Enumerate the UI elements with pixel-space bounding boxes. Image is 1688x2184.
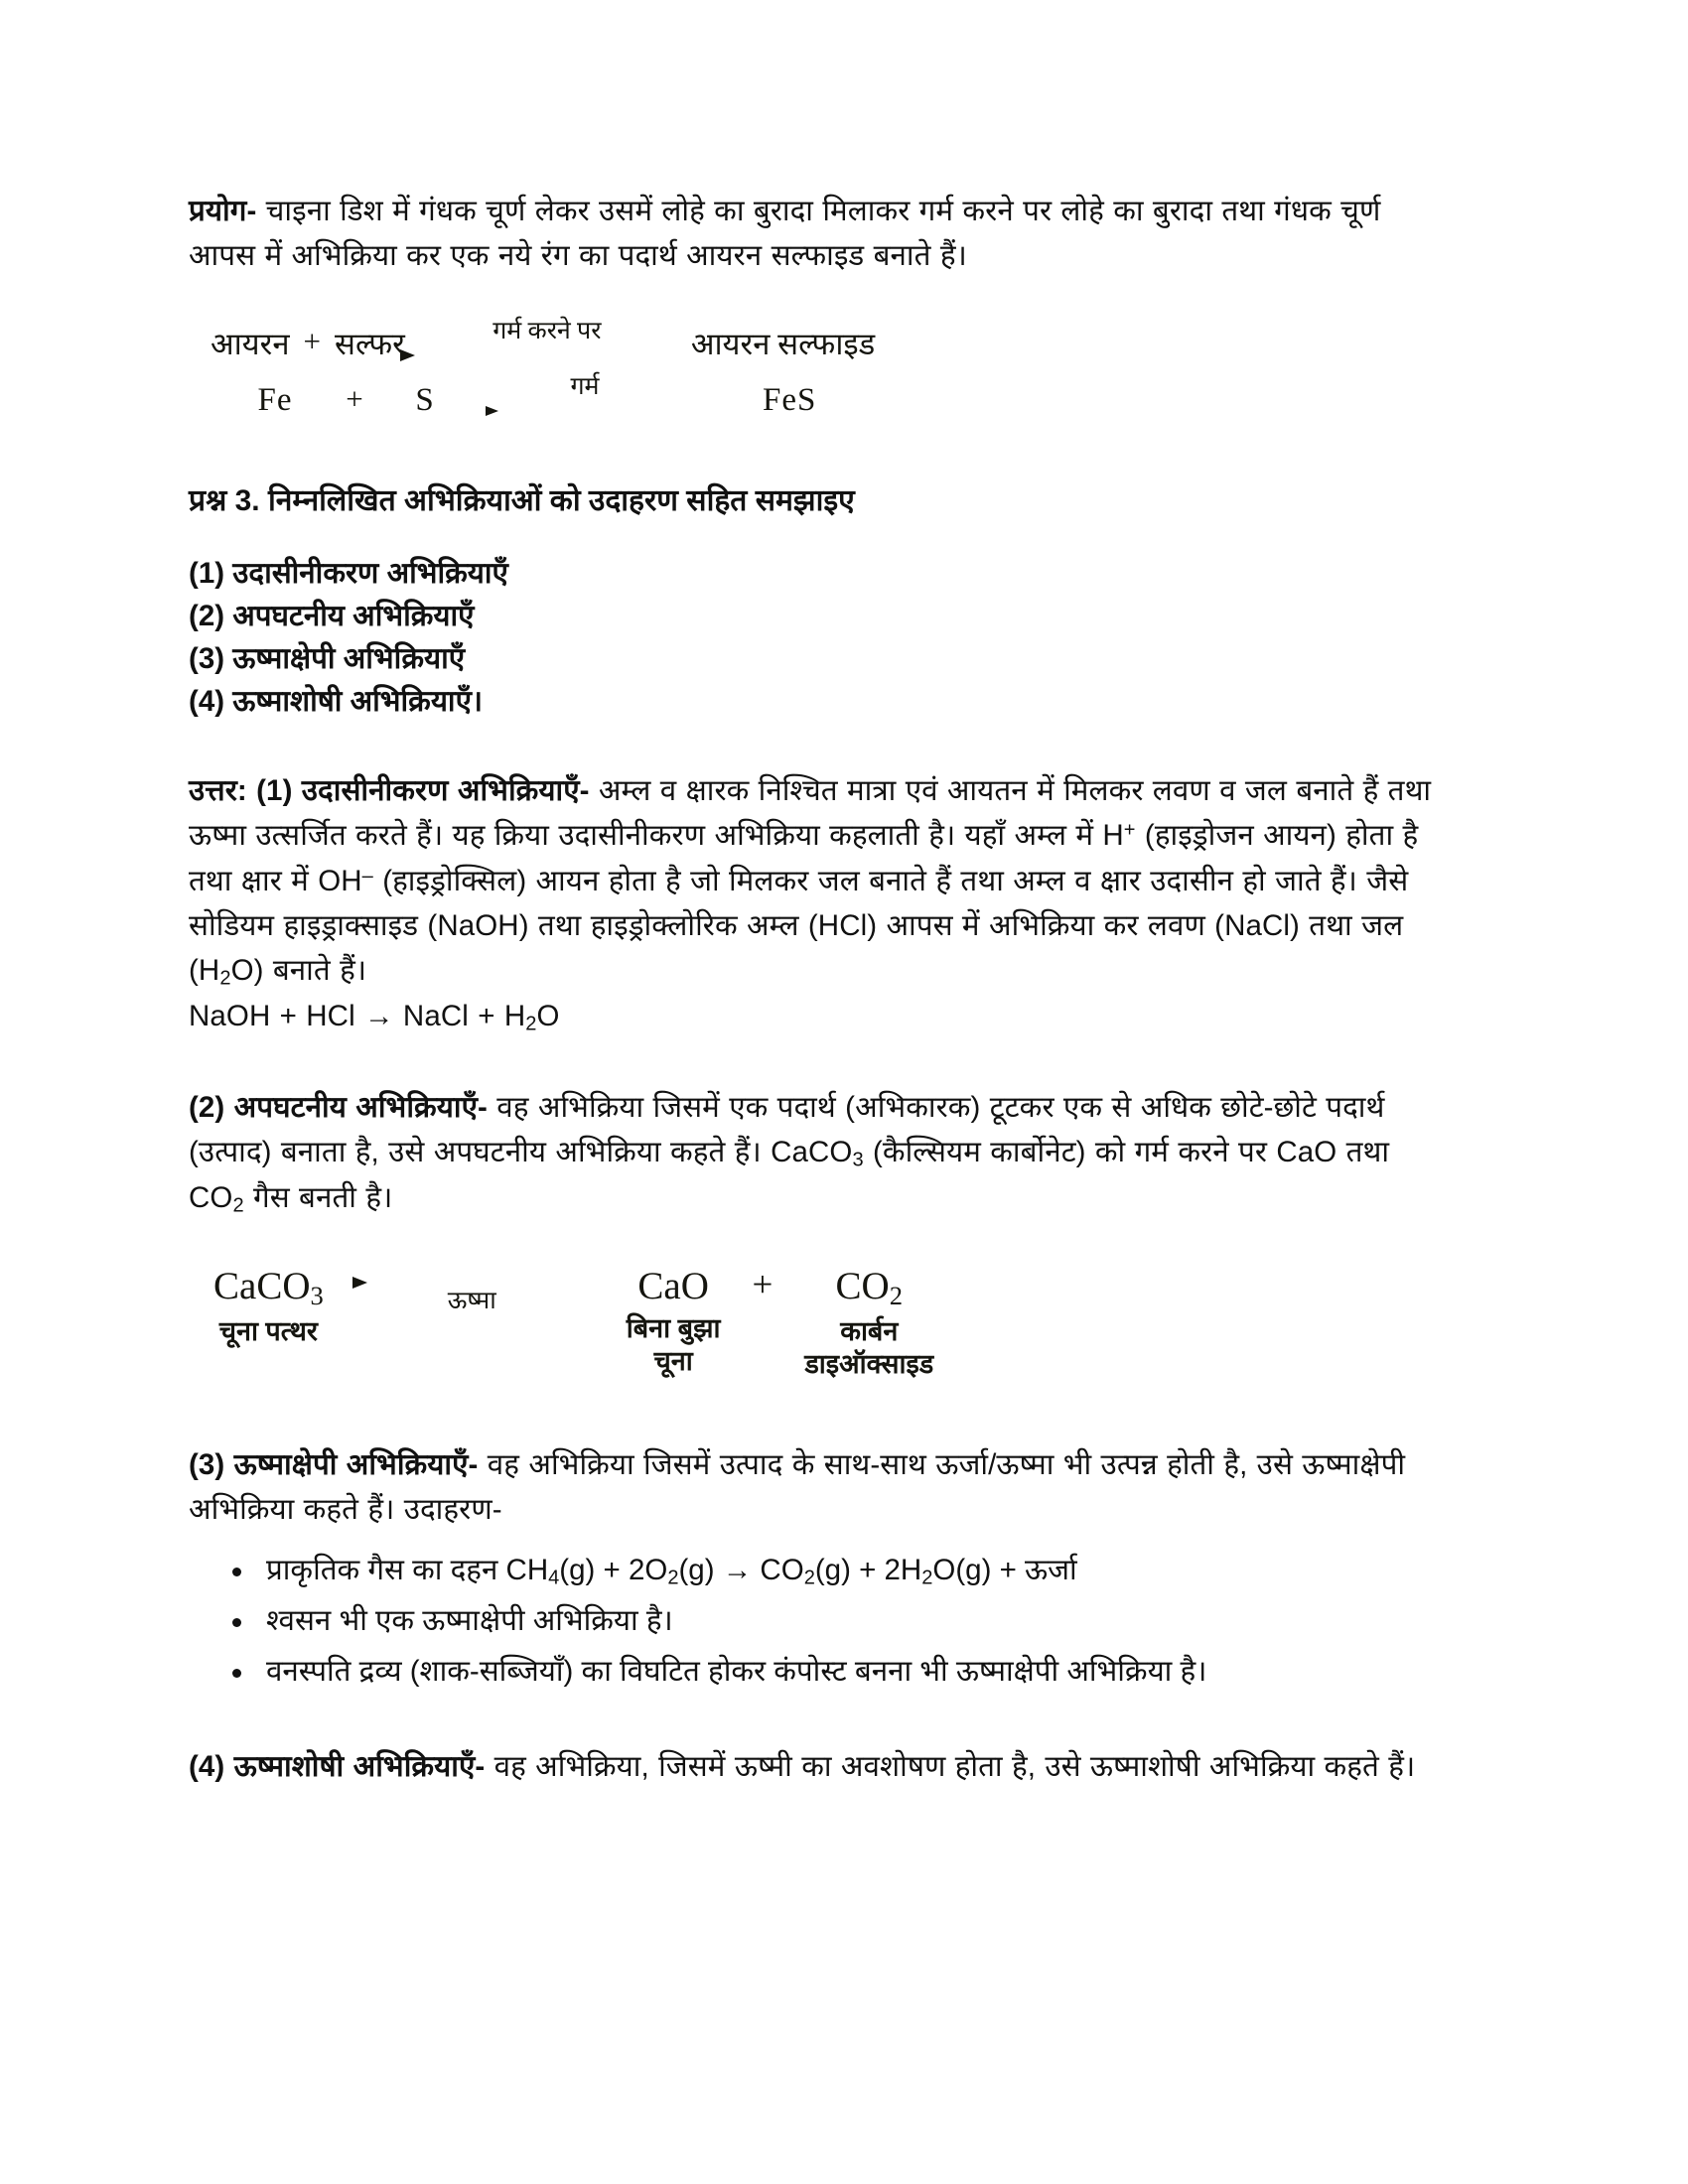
- cao-formula: CaO: [637, 1265, 709, 1308]
- product-iron-sulfide-hindi: आयरन सल्फाइड: [690, 327, 876, 362]
- reactant-fe: Fe: [257, 382, 293, 419]
- neutralization-equation-pre: NaOH + HCl → NaCl + H: [189, 999, 526, 1032]
- answer-4-body: वह अभिक्रिया, जिसमें ऊष्मी का अवशोषण होता है, उसे ऊष्माशोषी अभिक्रिया कहते हैं।: [485, 1750, 1416, 1784]
- answer-3-label: (3) ऊष्माक्षेपी अभिक्रियाएँ-: [189, 1447, 479, 1481]
- experiment-paragraph: [189, 189, 1435, 278]
- equation-iron-sulfide-row-words: [211, 318, 1435, 362]
- answer-3-body: वह अभिक्रिया जिसमें उत्पाद के साथ-साथ ऊर्जा/ऊष्मा भी उत्पन्न होती है, उसे ऊष्माक्षेपी अभिक्रिया कहते हैं। उदाहरण-: [189, 1447, 1406, 1526]
- question-item-2: (2) अपघटनीय अभिक्रियाएँ: [189, 600, 475, 633]
- answer-2-body-part1: वह अभिक्रिया जिसमें एक पदार्थ (अभिकारक) टूटकर एक से अधिक छोटे-छोटे पदार्थ (उत्पाद) बनाता है, उसे अपघटनीय अभिक्रिया कहते हैं। CaCO: [189, 1091, 1385, 1169]
- methane-eq-mid3: (g) + 2H: [814, 1554, 922, 1587]
- h2o-subscript-eq: 2: [921, 1567, 933, 1589]
- question-item-4: (4) ऊष्माशोषी अभिक्रियाएँ।: [189, 684, 484, 718]
- answer-4-paragraph: [189, 1744, 1435, 1789]
- caco3-caption: चूना पत्थर: [218, 1315, 318, 1346]
- product-fes: FeS: [763, 382, 817, 419]
- co2-caption-line1: कार्बन: [840, 1315, 899, 1346]
- reactant-sulfur-hindi: सल्फर: [335, 327, 405, 362]
- plus-sign: +: [303, 324, 322, 359]
- answer-2-body-part3: गैस बनती है।: [243, 1181, 393, 1215]
- plus-sign-decomposition: +: [752, 1265, 774, 1306]
- answer-1-label: उत्तर: (1) उदासीनीकरण अभिक्रियाएँ-: [189, 774, 590, 808]
- answer-2-paragraph: [189, 1085, 1435, 1221]
- question-item-3: (3) ऊष्माक्षेपी अभिक्रियाएँ: [189, 641, 466, 675]
- answer-1-body-part2: (हाइड्रोजन आयन) होता है तथा क्षार में OH: [189, 819, 1419, 897]
- methane-eq-mid4: O(g) + ऊर्जा: [932, 1554, 1077, 1587]
- cao-caption-line2: चूना: [653, 1346, 693, 1377]
- cao-caption: [627, 1312, 721, 1378]
- answer-1-body-part4: O) बनाते हैं।: [230, 953, 367, 987]
- question-items-list: [189, 553, 1435, 723]
- list-item: श्वसन भी एक ऊष्माक्षेपी अभिक्रिया है।: [266, 1598, 1435, 1645]
- reactant-s: S: [415, 382, 435, 419]
- caco3-reactant-group: [213, 1267, 324, 1348]
- cao-product-group: [627, 1267, 721, 1378]
- combustion-text-pre: प्राकृतिक गैस का दहन CH: [266, 1554, 549, 1587]
- answer-2-body-part2: (कैल्सियम कार्बोनेट) को गर्म करने पर CaO तथा CO: [189, 1136, 1390, 1215]
- co2-subscript-eq: 2: [803, 1567, 815, 1589]
- hydrogen-ion-charge: +: [1123, 820, 1136, 843]
- co2-formula-text: CO: [835, 1265, 890, 1308]
- question-number: प्रश्न 3.: [189, 484, 260, 518]
- co2-caption-line2: डाइऑक्साइड: [804, 1348, 934, 1379]
- question-heading: [189, 478, 1435, 523]
- caco3-formula-subscript: 3: [310, 1281, 324, 1311]
- hydroxyl-ion-charge: –: [361, 865, 373, 887]
- co2-formula-subscript: 2: [889, 1281, 903, 1311]
- page-content: [189, 189, 1435, 1790]
- reactant-iron-hindi: आयरन: [211, 327, 290, 362]
- exothermic-examples-list: [189, 1548, 1435, 1695]
- methane-eq-mid2: (g) → CO: [678, 1554, 804, 1587]
- ch4-subscript: 4: [548, 1567, 560, 1589]
- question-text: निम्नलिखित अभिक्रियाओं को उदाहरण सहित समझाइए: [267, 484, 855, 518]
- answer-3-paragraph: [189, 1442, 1435, 1532]
- list-item: वनस्पति द्रव्य (शाक-सब्जियाँ) का विघटित होकर कंपोस्ट बनना भी ऊष्माक्षेपी अभिक्रिया है।: [266, 1649, 1435, 1696]
- co2-caption: [804, 1315, 933, 1381]
- answer-1-body-part3: (हाइड्रोक्सिल) आयन होता है जो मिलकर जल बनाते हैं तथा अम्ल व क्षार उदासीन हो जाते हैं। जैसे सोडियम हाइड्राक्साइड (NaOH) तथा हाइड्रोक्लोरिक अम्ल (HCl) आपस में अभिक्रिया कर लवण (NaCl) तथा जल (H: [189, 864, 1409, 987]
- caco3-formula: [213, 1267, 324, 1310]
- neutralization-equation: [189, 994, 1435, 1039]
- caco3-subscript: 3: [852, 1149, 864, 1171]
- arrow-label-heating: गर्म करने पर: [492, 318, 602, 345]
- neutralization-equation-post: O: [536, 999, 560, 1032]
- experiment-text: चाइना डिश में गंधक चूर्ण लेकर उसमें लोहे का बुरादा मिलाकर गर्म करने पर लोहे का बुरादा तथा गंधक चूर्ण आपस में अभिक्रिया कर एक नये रंग का पदार्थ आयरन सल्फाइड बनाते हैं।: [189, 195, 1381, 273]
- experiment-label: प्रयोग-: [189, 195, 257, 227]
- cao-caption-line1: बिना बुझा: [626, 1313, 721, 1344]
- co2-product-group: [804, 1267, 933, 1381]
- o2-subscript: 2: [667, 1567, 679, 1589]
- answer-2-label: (2) अपघटनीय अभिक्रियाएँ-: [189, 1091, 488, 1124]
- answer-1-paragraph: [189, 768, 1435, 994]
- answer-1-body-part1: अम्ल व क्षारक निश्चित मात्रा एवं आयतन में मिलकर लवण व जल बनाते हैं तथा ऊष्मा उत्सर्जित करते हैं। यह क्रिया उदासीनीकरण अभिक्रिया कहलाती है। यहाँ अम्ल में H: [189, 774, 1432, 853]
- equation-iron-sulfide: [211, 318, 1435, 419]
- question-item-1: (1) उदासीनीकरण अभिक्रियाएँ: [189, 557, 508, 591]
- equation-iron-sulfide-row-symbols: [211, 373, 1435, 419]
- co2-formula: [836, 1267, 903, 1310]
- water-subscript-1: 2: [219, 967, 231, 990]
- co2-subscript: 2: [232, 1194, 244, 1217]
- methane-equation: [548, 1554, 1077, 1589]
- arrow-label-ushma: ऊष्मा: [447, 1288, 496, 1315]
- plus-sign-symbols: +: [346, 381, 363, 417]
- neutralization-water-subscript: 2: [525, 1013, 537, 1035]
- list-item: [266, 1548, 1435, 1594]
- answer-4-label: (4) ऊष्माशोषी अभिक्रियाएँ-: [189, 1750, 486, 1784]
- equation-caco3-decomposition: [213, 1267, 1435, 1381]
- methane-eq-mid1: (g) + 2O: [559, 1554, 668, 1587]
- arrow-label-garm: गर्म: [570, 373, 600, 401]
- caco3-formula-text: CaCO: [213, 1265, 311, 1308]
